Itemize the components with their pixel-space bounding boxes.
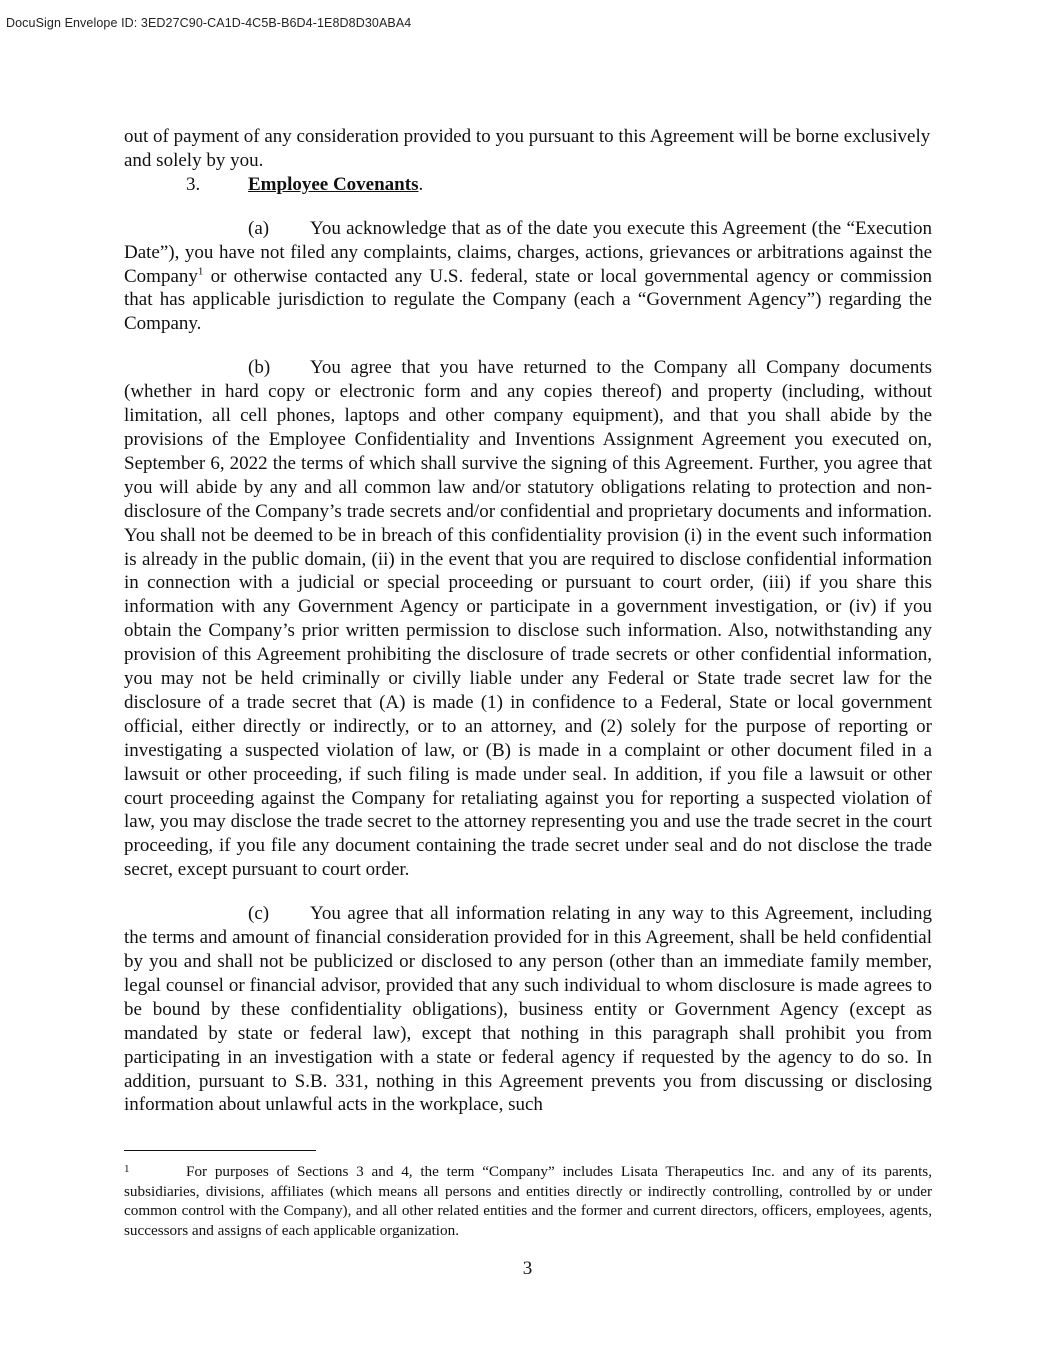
paragraph-c-text: You agree that all information relating in any way to this Agreement, including the terms and amount of financial consideration provided for in this Agreement, shall be held confidential by you and shall not be publicized or disclosed to any person (other than an immediate family member, legal counsel or financial advisor, provided that any such individual to whom disclosure is made agrees to be bound by these confidentiality obligations), business entity or Government Agency (except as mandated by state or federal law), except that nothing in this paragraph shall prohibit you from participating in an investigation with a state or federal agency if requested by the agency to do so. In addition, pursuant to S.B. 331, nothing in this Agreement prevents you from discussing or disclosing information about unlawful acts in the workplace, such: [124, 903, 932, 1116]
paragraph-b-text: You agree that you have returned to the Company all Company documents (whether in hard copy or electronic form and any copies thereof) and property (including, without limitation, all cell phones, laptops and other company equipment), and that you shall abide by the provisions of the Employee Confidentiality and Inventions Assignment Agreement you executed on, September 6, 2022 the terms of which shall survive the signing of this Agreement. Further, you agree that you will abide by any and all common law and/or statutory obligations relating to protection and non-disclosure of the Company’s trade secrets and/or confidential and proprietary documents and information. You shall not be deemed to be in breach of this confidentiality provision (i) in the event such information is already in the public domain, (ii) in the event that you are required to disclose confidential information in connection with a judicial or special proceeding or pursuant to court order, (iii) if you share this information with any Government Agency or participate in a government investigation, or (iv) if you obtain the Company’s prior written permission to disclose such information. Also, notwithstanding any provision of this Agreement prohibiting the disclosure of trade secrets or other confidential information, you may not be held criminally or civilly liable under any Federal or State trade secret law for the disclosure of a trade secret that (A) is made (1) in confidence to a Federal, State or local government official, either directly or indirectly, or to an attorney, and (2) solely for the purpose of reporting or investigating a suspected violation of law, or (B) is made in a complaint or other document filed in a lawsuit or other proceeding, if such filing is made under seal. In addition, if you file a lawsuit or other court proceeding against the Company for retaliating against you for reporting a suspected violation of law, you may disclose the trade secret to the attorney representing you and use the trade secret in the court proceeding, if you file any document containing the trade secret under seal and do not disclose the trade secret, except pursuant to court order.: [124, 357, 932, 881]
footnote-text: For purposes of Sections 3 and 4, the term “Company” includes Lisata Therapeutics Inc. and any of its parents, subsidiaries, divisions, affiliates (which means all persons and entities directly or indirectly controlling, controlled by or under common control with the Company), and all other related entities and the former and current directors, officers, employees, agents, successors and assigns of each applicable organization.: [124, 1163, 932, 1240]
footnote-divider: [124, 1150, 316, 1151]
paragraph-b: [124, 356, 932, 882]
paragraph-c: [124, 902, 932, 1117]
agreement-body: [124, 125, 932, 1117]
footnote-reference[interactable]: 1: [197, 265, 204, 278]
paragraph-a-label: (a): [248, 217, 270, 239]
paragraph-a: [124, 217, 932, 337]
paragraph-b-label: (b): [248, 357, 271, 379]
section-heading: [124, 173, 932, 197]
page-number: 3: [522, 1258, 533, 1279]
footnote: [124, 1162, 932, 1241]
paragraph-a-text-start: You acknowledge that as of the date you execute this Agreement (the “Execution Date”), you have not filed any complaints, claims, charges, actions, grievances or arbitrations against the Company: [124, 217, 932, 287]
paragraph-c-label: (c): [248, 903, 270, 925]
section-title-suffix: .: [418, 173, 424, 195]
footnote-marker: 1: [124, 1163, 130, 1175]
section-title: Employee Covenants: [248, 173, 419, 195]
section-number: 3.: [186, 173, 201, 195]
paragraph-a-text-end: or otherwise contacted any U.S. federal, state or local governmental agency or commission that has applicable jurisdiction to regulate the Company (each a “Government Agency”) regarding the Company.: [124, 265, 932, 335]
docusign-envelope-id: DocuSign Envelope ID: 3ED27C90-CA1D-4C5B-B6D4-1E8D8D30ABA4: [6, 16, 412, 30]
intro-paragraph: out of payment of any consideration provided to you pursuant to this Agreement will be borne exclusively and solely by you.: [124, 126, 931, 171]
